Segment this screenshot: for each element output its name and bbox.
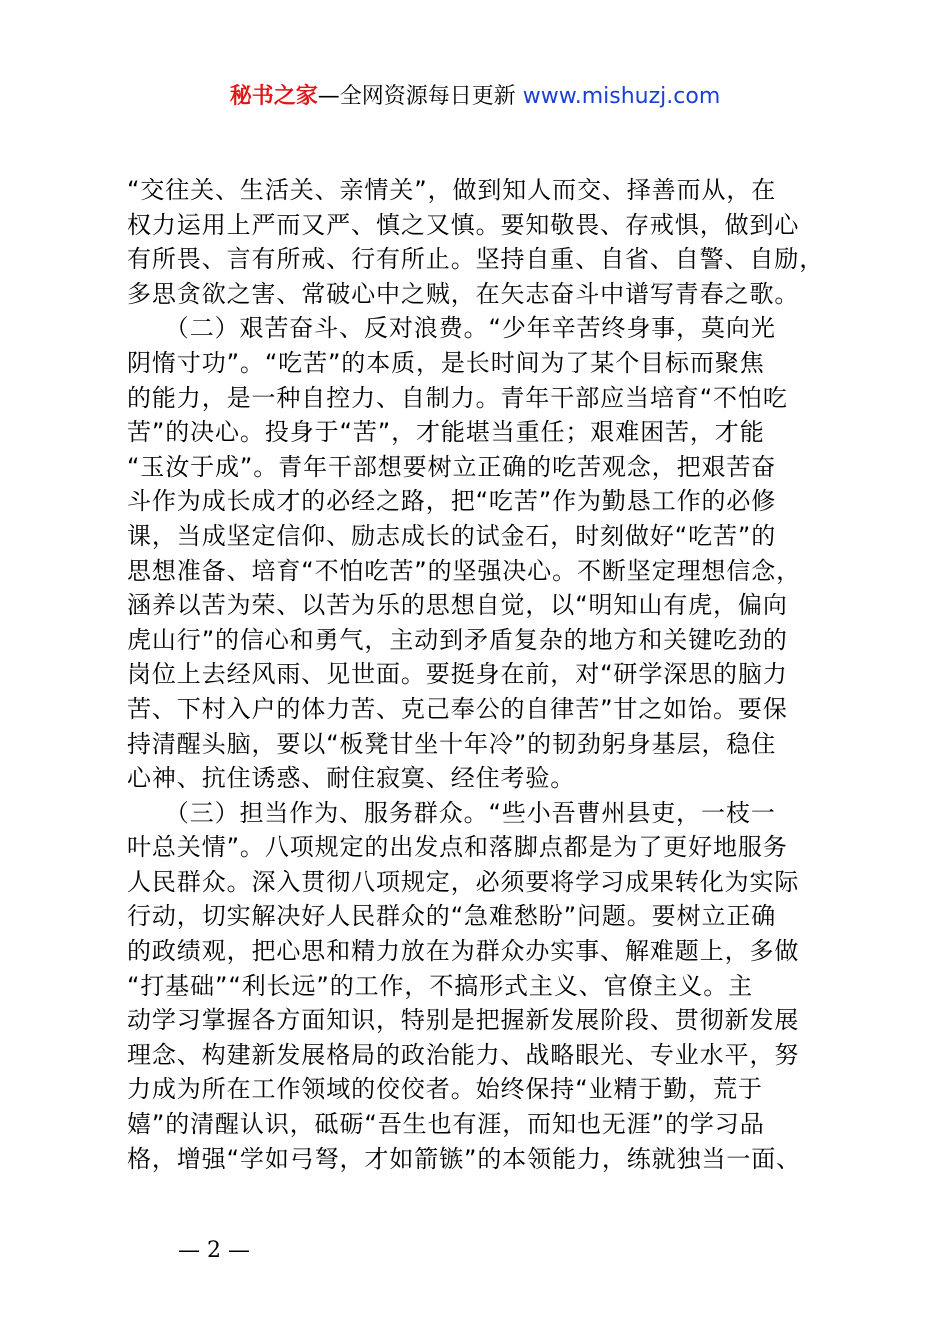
text-line: 苦”的决心。投身于“苦”，才能堪当重任；艰难困苦，才能 [127,418,765,447]
text-line: 人民群众。深入贯彻八项规定，必须要将学习成果转化为实际 [127,867,800,896]
header-tagline: —全网资源每日更新 [317,84,516,109]
text-line: “玉汝于成”。青年干部想要树立正确的吃苦观念，把艰苦奋 [127,452,777,481]
site-header [0,80,950,114]
text-line: （二）艰苦奋斗、反对浪费。“少年辛苦终身事，莫向光 [127,314,776,343]
text-line: 力成为所在工作领域的佼佼者。始终保持“业精于勤，荒于 [127,1075,763,1104]
text-line: 思想准备、培育“不怕吃苦”的坚强决心。不断坚定理想信念， [127,556,802,585]
text-line: 有所畏、言有所戒、行有所止。坚持自重、自省、自警、自励， [127,245,825,274]
text-line: 叶总关情”。八项规定的出发点和落脚点都是为了更好地服务 [127,833,788,862]
page-number: — 2 — [178,1238,250,1263]
brand-name: 秘书之家 [229,84,318,109]
text-line: 虎山行”的信心和勇气，主动到矛盾复杂的地方和关键吃劲的 [127,625,788,654]
text-line: 斗作为成长成才的必经之路，把“吃苦”作为勤恳工作的必修 [127,487,777,516]
text-line: 持清醒头脑，要以“板凳甘坐十年冷”的韧劲躬身基层，稳住 [127,729,777,758]
text-line: 的政绩观，把心思和精力放在为群众办实事、解难题上，多做 [127,937,800,966]
text-line: 理念、构建新发展格局的政治能力、战略眼光、专业水平，努 [127,1040,800,1069]
text-line: 岗位上去经风雨、见世面。要挺身在前，对“研学深思的脑力 [127,660,788,689]
text-line: 苦、下村入户的体力苦、克己奉公的自律苦”甘之如饴。要保 [127,694,788,723]
text-line: 权力运用上严而又严、慎之又慎。要知敬畏、存戒惧，做到心 [127,210,800,239]
text-line: 格，增强“学如弓弩，才如箭镞”的本领能力，练就独当一面、 [127,1144,802,1173]
text-line: “交往关、生活关、亲情关”，做到知人而交、择善而从，在 [127,176,777,204]
text-line: 行动，切实解决好人民群众的“急难愁盼”问题。要树立正确 [127,902,777,931]
text-line: 嬉”的清醒认识，砥砺“吾生也有涯，而知也无涯”的学习品 [127,1110,765,1139]
document-body [127,173,827,1176]
text-line: 多思贪欲之害、常破心中之贼，在矢志奋斗中谱写青春之歌。 [127,279,800,308]
text-line: 阴惰寸功”。“吃苦”的本质，是长时间为了某个目标而聚焦 [127,348,765,377]
text-line: 的能力，是一种自控力、自制力。青年干部应当培育“不怕吃 [127,383,788,412]
text-line: 心神、抗住诱惑、耐住寂寞、经住考验。 [127,764,576,793]
text-line: “打基础”“利长远”的工作，不搞形式主义、官僚主义。主 [127,971,754,1000]
text-line: 动学习掌握各方面知识，特别是把握新发展阶段、贯彻新发展 [127,1006,800,1035]
text-line: 课，当成坚定信仰、励志成长的试金石，时刻做好“吃苦”的 [127,521,777,550]
text-line: 涵养以苦为荣、以苦为乐的思想自觉，以“明知山有虎，偏向 [127,591,788,620]
site-url[interactable]: www.mishuzj.com [522,84,721,109]
text-line: （三）担当作为、服务群众。“些小吾曹州县吏，一枝一 [127,798,776,827]
